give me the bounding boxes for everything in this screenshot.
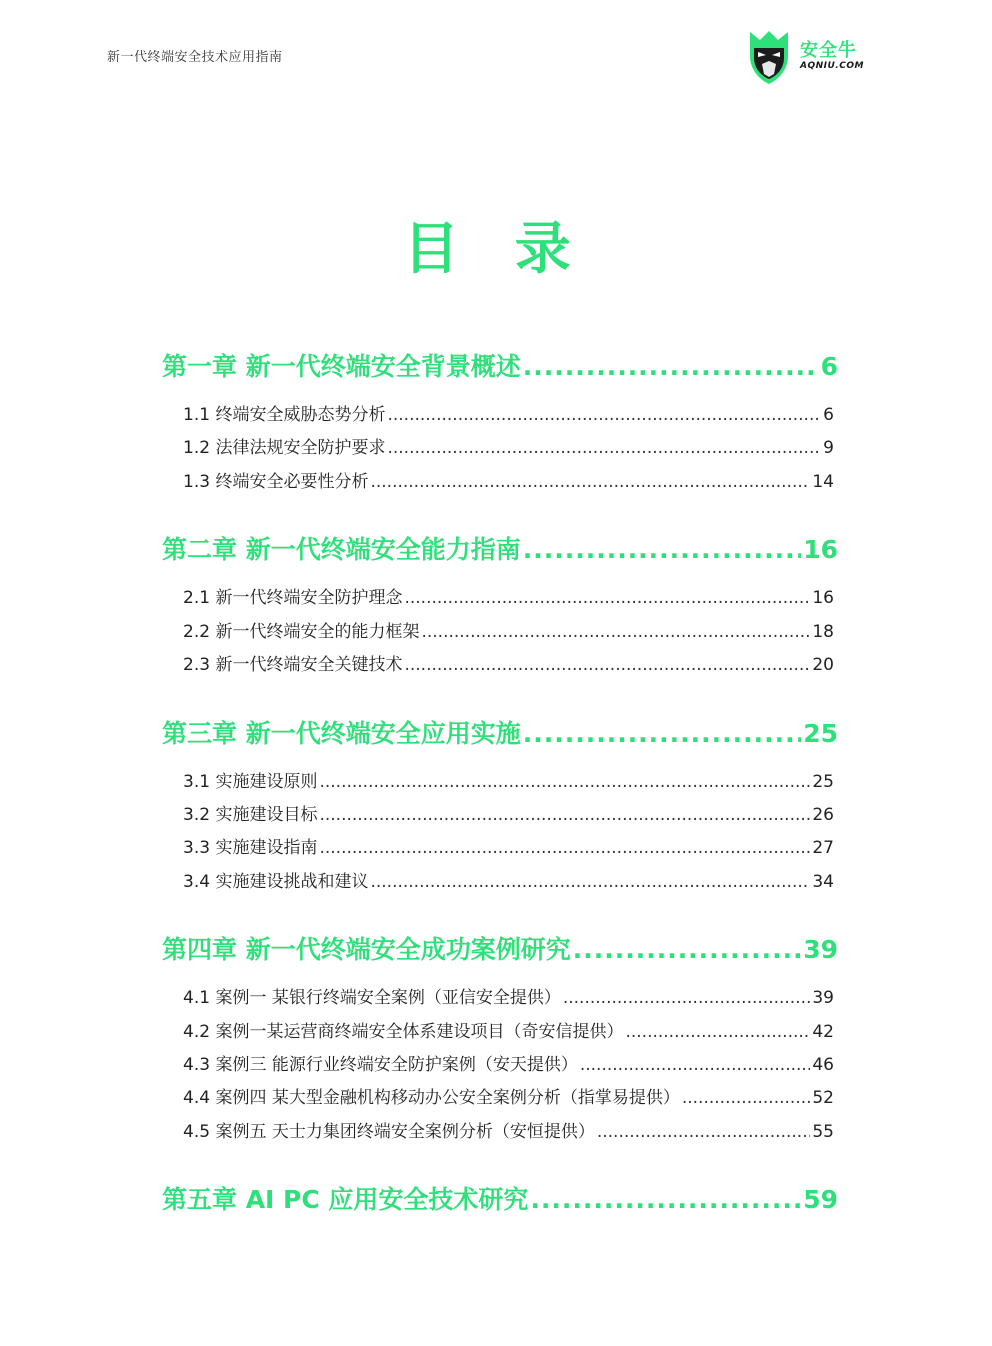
toc-chapter-4[interactable] <box>162 930 838 966</box>
toc-section-1-1[interactable] <box>183 400 834 425</box>
dot-leader <box>319 805 810 825</box>
section-page: 9 <box>823 438 834 458</box>
logo-subtext: AQNIU.COM <box>800 61 864 71</box>
toc-section-2-1[interactable] <box>183 583 834 608</box>
dot-leader <box>580 1055 811 1075</box>
chapter-page: 6 <box>820 352 838 381</box>
section-page: 18 <box>812 622 834 642</box>
chapter-label: 第二章 新一代终端安全能力指南 <box>162 535 521 564</box>
dot-leader <box>523 352 819 381</box>
section-label: 1.1 终端安全威胁态势分析 <box>183 405 386 425</box>
toc-chapter-2[interactable] <box>162 530 838 566</box>
toc-section-1-2[interactable] <box>183 433 834 458</box>
section-label: 4.1 案例一 某银行终端安全案例（亚信安全提供） <box>183 988 561 1008</box>
dot-leader <box>319 772 810 792</box>
section-label: 2.1 新一代终端安全防护理念 <box>183 588 403 608</box>
chapter-label: 第四章 新一代终端安全成功案例研究 <box>162 935 571 964</box>
dot-leader <box>563 988 811 1008</box>
toc-section-3-1[interactable] <box>183 767 834 792</box>
chapter-page: 59 <box>803 1185 838 1214</box>
chapter-label: 第五章 AI PC 应用安全技术研究 <box>162 1185 529 1214</box>
section-label: 2.2 新一代终端安全的能力框架 <box>183 622 420 642</box>
section-label: 1.3 终端安全必要性分析 <box>183 472 369 492</box>
toc-chapter-1[interactable] <box>162 347 838 383</box>
section-label: 3.4 实施建设挑战和建议 <box>183 872 369 892</box>
section-page: 55 <box>812 1122 834 1142</box>
shield-logo-icon <box>744 28 794 86</box>
section-page: 52 <box>812 1088 834 1108</box>
chapter-page: 39 <box>803 935 838 964</box>
dot-leader <box>530 1185 801 1214</box>
toc-section-2-3[interactable] <box>183 650 834 675</box>
toc-section-4-4[interactable] <box>183 1083 834 1108</box>
dot-leader <box>387 405 821 425</box>
section-page: 25 <box>812 772 834 792</box>
section-page: 20 <box>812 655 834 675</box>
dot-leader <box>682 1088 811 1108</box>
section-label: 2.3 新一代终端安全关键技术 <box>183 655 403 675</box>
toc-chapter-3[interactable] <box>162 714 838 750</box>
toc-section-4-3[interactable] <box>183 1050 834 1075</box>
section-label: 3.1 实施建设原则 <box>183 772 318 792</box>
section-label: 1.2 法律法规安全防护要求 <box>183 438 386 458</box>
dot-leader <box>625 1022 810 1042</box>
dot-leader <box>370 472 810 492</box>
dot-leader <box>404 588 810 608</box>
toc-section-3-3[interactable] <box>183 833 834 858</box>
section-page: 39 <box>812 988 834 1008</box>
toc-section-4-2[interactable] <box>183 1017 834 1042</box>
toc-section-1-3[interactable] <box>183 467 834 492</box>
chapter-label: 第三章 新一代终端安全应用实施 <box>162 719 521 748</box>
section-page: 34 <box>812 872 834 892</box>
section-label: 3.3 实施建设指南 <box>183 838 318 858</box>
section-label: 4.2 案例一某运营商终端安全体系建设项目（奇安信提供） <box>183 1022 624 1042</box>
logo-text: 安全牛 <box>800 40 857 61</box>
toc-section-4-5[interactable] <box>183 1117 834 1142</box>
dot-leader <box>370 872 810 892</box>
section-page: 26 <box>812 805 834 825</box>
dot-leader <box>523 719 801 748</box>
section-page: 46 <box>812 1055 834 1075</box>
section-page: 6 <box>823 405 834 425</box>
chapter-page: 25 <box>803 719 838 748</box>
section-page: 16 <box>812 588 834 608</box>
dot-leader <box>404 655 810 675</box>
section-label: 3.2 实施建设目标 <box>183 805 318 825</box>
dot-leader <box>597 1122 811 1142</box>
toc-chapter-5[interactable] <box>162 1180 838 1216</box>
toc-section-3-2[interactable] <box>183 800 834 825</box>
dot-leader <box>573 935 801 964</box>
section-label: 4.5 案例五 天士力集团终端安全案例分析（安恒提供） <box>183 1122 595 1142</box>
chapter-page: 16 <box>803 535 838 564</box>
document-header-title: 新一代终端安全技术应用指南 <box>107 50 283 65</box>
section-label: 4.4 案例四 某大型金融机构移动办公安全案例分析（指掌易提供） <box>183 1088 680 1108</box>
section-page: 27 <box>812 838 834 858</box>
dot-leader <box>387 438 821 458</box>
chapter-label: 第一章 新一代终端安全背景概述 <box>162 352 521 381</box>
toc-title: 目 录 <box>403 217 589 282</box>
dot-leader <box>421 622 810 642</box>
toc-section-2-2[interactable] <box>183 617 834 642</box>
dot-leader <box>523 535 801 564</box>
section-page: 14 <box>812 472 834 492</box>
aqniu-logo <box>744 28 874 86</box>
section-page: 42 <box>812 1022 834 1042</box>
dot-leader <box>319 838 810 858</box>
toc-section-3-4[interactable] <box>183 867 834 892</box>
toc-section-4-1[interactable] <box>183 983 834 1008</box>
section-label: 4.3 案例三 能源行业终端安全防护案例（安天提供） <box>183 1055 578 1075</box>
